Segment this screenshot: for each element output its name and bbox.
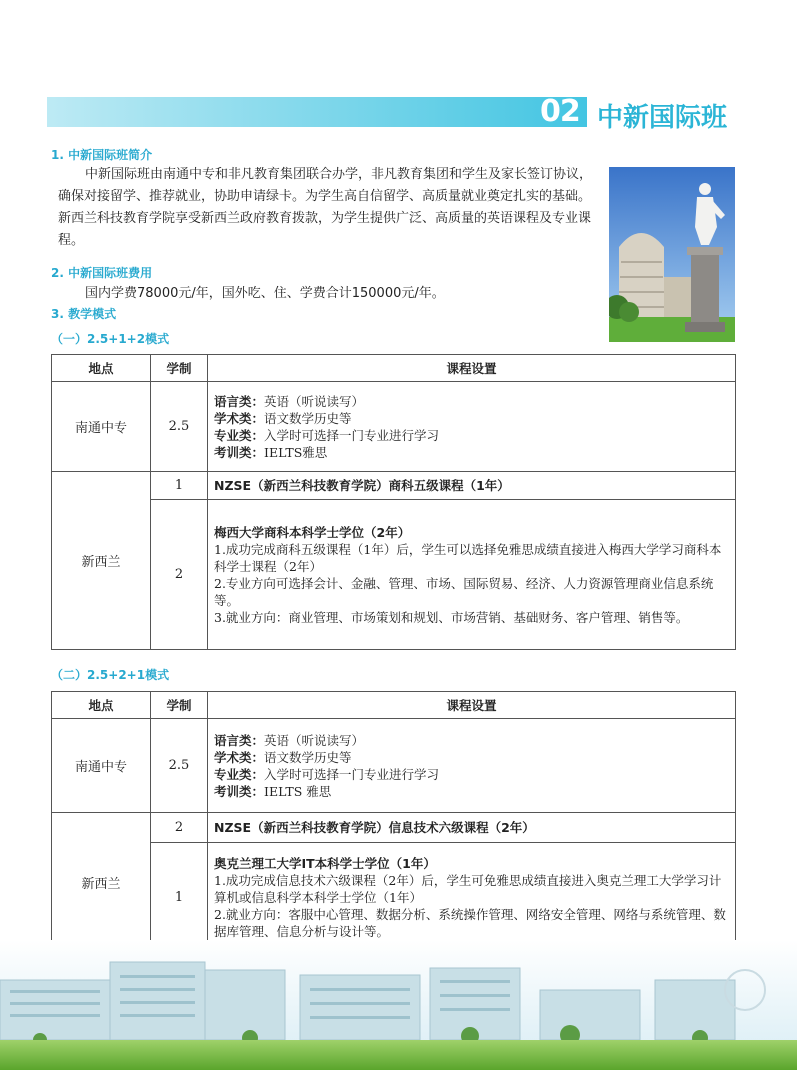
header-years: 学制 [151,692,208,719]
years-cell: 1 [151,843,208,953]
mode-subheading-1: （一）2.5+1+2模式 [51,332,170,346]
years-cell: 2 [151,813,208,843]
place-cell: 南通中专 [52,719,151,813]
years-cell: 1 [151,472,208,500]
header-course: 课程设置 [208,692,736,719]
header-course: 课程设置 [208,355,736,382]
mode-subheading-2: （二）2.5+2+1模式 [51,668,170,682]
parliament-photo [609,167,735,342]
course-cell: 语言类：英语（听说读写） 学术类：语文数学历史等 专业类：入学时可选择一门专业进行学习 考训类：IELTS 雅思 [208,719,736,813]
place-cell: 南通中专 [52,382,151,472]
course-cell: 语言类：英语（听说读写） 学术类：语文数学历史等 专业类：入学时可选择一门专业进行学习 考训类：IELTS雅思 [208,382,736,472]
course-table-2 [51,691,736,953]
fees-heading: 2. 中新国际班费用 [51,266,153,280]
course-cell: 奥克兰理工大学IT本科学士学位（1年） 1.成功完成信息技术六级课程（2年）后，学生可免雅思成绩直接进入奥克兰理工大学学习计算机或信息科学本科学士学位（1年） 2.就业方向：客服中心管理、数据分析、系统操作管理、网络安全管理、网络与系统管理、数据库管理、信息分析与设计等。 [208,843,736,953]
course-cell: NZSE（新西兰科技教育学院）商科五级课程（1年） [208,472,736,500]
course-cell: NZSE（新西兰科技教育学院）信息技术六级课程（2年） [208,813,736,843]
years-cell: 2.5 [151,382,208,472]
place-cell: 新西兰 [52,472,151,650]
years-cell: 2 [151,500,208,650]
course-table-1 [51,354,736,650]
intro-paragraph: 中新国际班由南通中专和非凡教育集团联合办学，非凡教育集团和学生及家长签订协议，确保对接留学、推荐就业，协助申请绿卡。为学生高自信留学、高质量就业奠定扎实的基础。新西兰科技教育学院享受新西兰政府教育拨款，为学生提供广泛、高质量的英语课程及专业课程。 [58,167,593,248]
header-place: 地点 [52,692,151,719]
course-cell: 梅西大学商科本科学士学位（2年） 1.成功完成商科五级课程（1年）后，学生可以选择免雅思成绩直接进入梅西大学学习商科本科学士课程（2年） 2.专业方向可选择会计、金融、管理、市场、国际贸易、经济、人力资源管理商业信息系统等。 3.就业方向：商业管理、市场策划和规划、市场营销、基础财务、客户管理、销售等。 [208,500,736,650]
place-cell: 新西兰 [52,813,151,953]
page-title: 中新国际班 [597,103,728,133]
mode-heading: 3. 教学模式 [51,307,117,321]
section-number: 02 [540,94,580,129]
years-cell: 2.5 [151,719,208,813]
header-place: 地点 [52,355,151,382]
intro-heading: 1. 中新国际班简介 [51,148,153,162]
header-bar [47,97,587,127]
campus-banner [0,940,797,1070]
fees-text: 国内学费78000元/年，国外吃、住、学费合计150000元/年。 [85,286,445,301]
header-years: 学制 [151,355,208,382]
